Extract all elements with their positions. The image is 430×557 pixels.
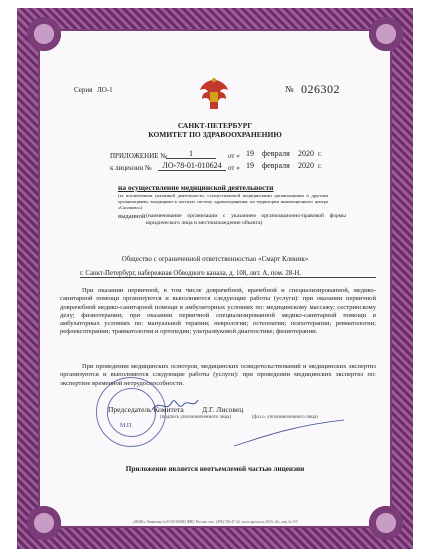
- services-paragraph-1: При оказании первичной, в том числе доврачебной, врачебной и специализированной, медико-санитарной помощи организуются и выполняются следующие работы (услуги): при оказании первичной доврачебной медико-санитарной помощи в амбулаторных условиях по: медицинскому массажу; сестринскому делу; физиотерапии; при оказании первичной специализированной медико-санитарной помощи в амбулаторных условиях по: мануальной терапии; неврологии; остеопатии; психотерапии; ревматологии; рефлексотерапии; травматологии и ортопедии; ультразвуковой диагностике; физиотерапии.: [60, 287, 376, 336]
- license-month: февраля: [262, 161, 290, 170]
- license-number: ЛО-78-01-010624: [158, 161, 226, 171]
- appendix-date-prefix: от «: [228, 152, 240, 160]
- organization-name: Общество с ограниченной ответственностью «Смарт Клиник»: [121, 255, 309, 263]
- number-prefix: №: [285, 84, 294, 94]
- signatory-position: Председатель Комитета: [108, 405, 184, 414]
- appendix-year-suffix: г.: [318, 150, 322, 158]
- coat-of-arms-icon: [196, 76, 232, 114]
- license-day: 19: [246, 161, 254, 170]
- handwritten-flourish: [230, 416, 350, 451]
- license-year-suffix: г.: [318, 162, 322, 170]
- license-year: 2020: [298, 161, 314, 170]
- appendix-year: 2020: [298, 149, 314, 158]
- activity-title: на осуществление медицинской деятельности: [118, 183, 274, 192]
- license-date-prefix: от «: [228, 164, 240, 172]
- issuer-committee: КОМИТЕТ ПО ЗДРАВООХРАНЕНИЮ: [148, 130, 282, 139]
- fio-note: (ф.и.о. уполномоченного лица): [252, 415, 318, 420]
- issued-to-note: (наименование организации с указанием организационно-правовой формы юридического лица и местонахождение объекта): [146, 213, 346, 226]
- printer-imprint: «ЗНАК» Лицензия № 05-05-09/003 ФНС России, тел.: (495) 726-47-42, www.opcion.ru, 2019, «Б», зак. № 5-0: [132, 520, 298, 524]
- issued-to-label: выданной: [118, 213, 146, 220]
- corner-ornament: [24, 14, 64, 54]
- series-label: Серия: [74, 86, 93, 94]
- appendix-statement: Приложение является неотъемлемой частью лицензии: [125, 465, 305, 473]
- signatory-name: Д.Г. Лисовец: [202, 405, 244, 414]
- appendix-month: февраля: [262, 149, 290, 158]
- activity-note: (за исключением указанной деятельности, осуществляемой медицинскими организациями и другими организациями, входящими в частную систему здравоохранения, на территории инновационного центра «Сколково»): [118, 193, 328, 210]
- license-label: к лицензии №: [110, 164, 152, 172]
- series-value: ЛО-1: [97, 86, 113, 94]
- services-paragraph-2: При проведении медицинских осмотров, медицинских освидетельствований и медицинских экспертиз организуются и выполняются следующие работы (услуги): при проведении медицинских экспертиз по: экспертизе временной нетрудоспособности.: [60, 363, 376, 387]
- license-form-number: 026302: [301, 82, 340, 96]
- handwritten-signature: [150, 394, 200, 416]
- appendix-label: ПРИЛОЖЕНИЕ №: [110, 152, 167, 160]
- appendix-day: 19: [246, 149, 254, 158]
- organization-address: г. Санкт-Петербург, набережная Обводного канала, д. 108, лит. А, пом. 28-Н.: [80, 270, 376, 278]
- corner-ornament: [366, 14, 406, 54]
- issuer-city: САНКТ-ПЕТЕРБУРГ: [177, 121, 253, 130]
- signature-note: (подпись уполномоченного лица): [160, 415, 232, 420]
- appendix-number: 1: [166, 149, 216, 159]
- stamp-note: М.П.: [120, 423, 133, 429]
